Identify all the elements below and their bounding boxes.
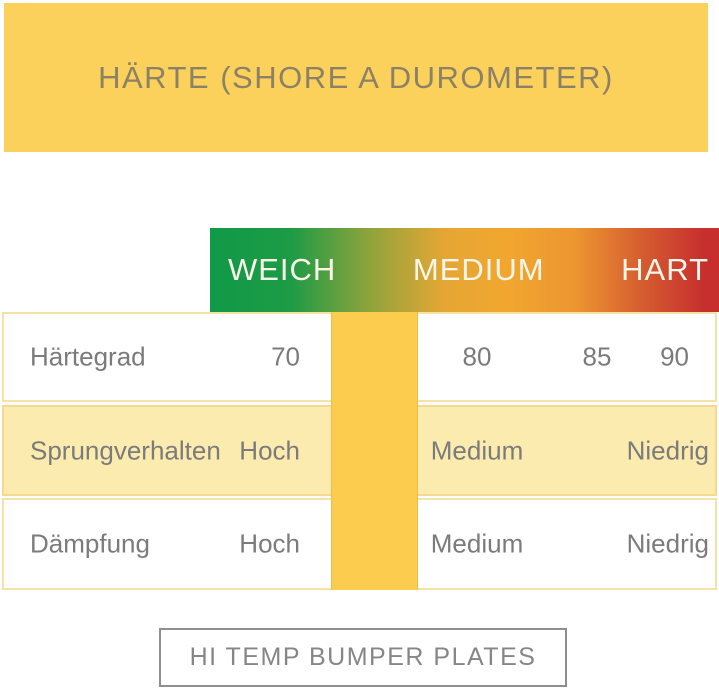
scale-label-weich: WEICH bbox=[228, 252, 337, 287]
row-label-daempfung: Dämpfung bbox=[30, 528, 150, 559]
haertegrad-value-70: 70 bbox=[271, 341, 300, 372]
row-label-sprungverhalten: Sprungverhalten bbox=[30, 435, 221, 465]
highlight-column-75 bbox=[331, 312, 418, 590]
sprungverhalten-value-hoch: Hoch bbox=[239, 435, 300, 465]
haertegrad-value-90: 90 bbox=[660, 341, 689, 372]
daempfung-value-niedrig: Niedrig bbox=[626, 528, 709, 559]
sprungverhalten-value-medium: Medium bbox=[430, 435, 524, 465]
scale-label-medium: MEDIUM bbox=[412, 252, 545, 287]
row-label-haertegrad: Härtegrad bbox=[30, 341, 146, 372]
scale-label-hart: HART bbox=[621, 252, 709, 287]
footer-box bbox=[159, 628, 567, 687]
page-title: HÄRTE (SHORE A DUROMETER) bbox=[98, 59, 614, 95]
haertegrad-value-85: 85 bbox=[582, 341, 612, 372]
title-banner bbox=[4, 3, 708, 152]
footer-label: HI TEMP BUMPER PLATES bbox=[189, 643, 537, 671]
sprungverhalten-value-niedrig: Niedrig bbox=[626, 435, 709, 465]
daempfung-value-hoch: Hoch bbox=[239, 528, 300, 559]
haertegrad-value-80: 80 bbox=[462, 341, 492, 372]
daempfung-value-medium: Medium bbox=[430, 528, 524, 559]
hardness-scale-bar bbox=[210, 228, 719, 312]
